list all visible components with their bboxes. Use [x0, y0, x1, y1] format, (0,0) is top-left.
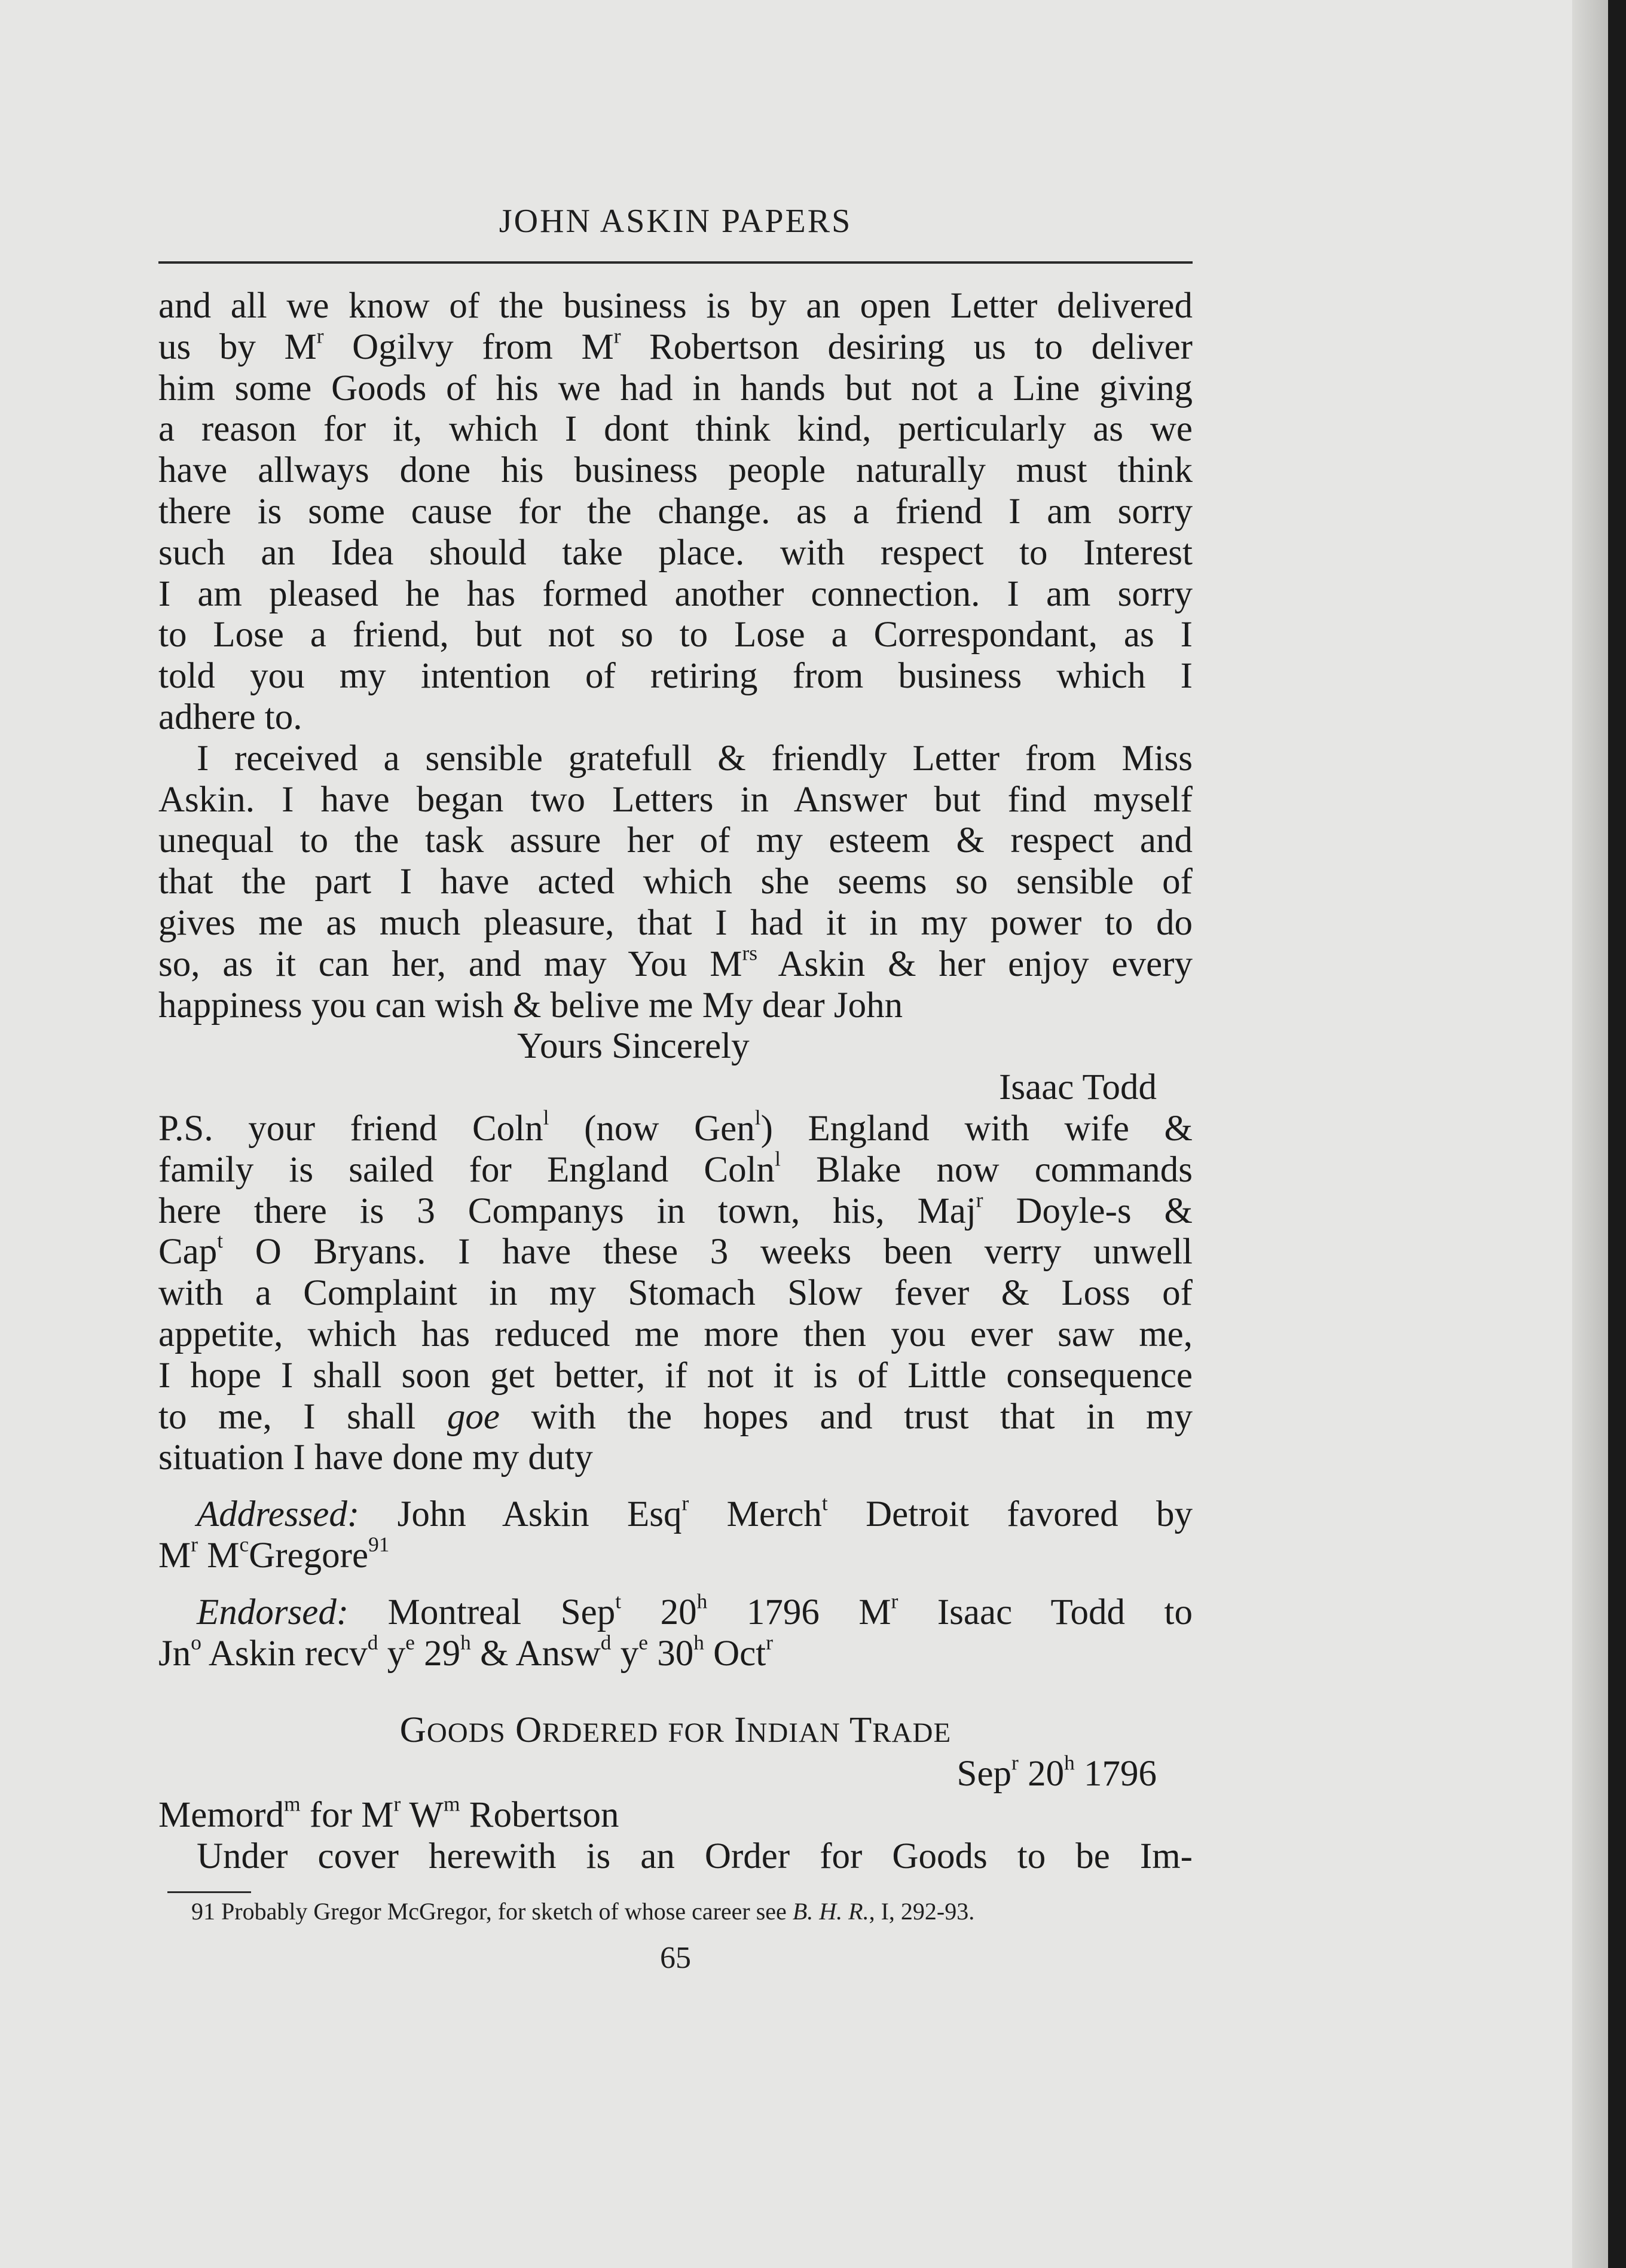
text-line: Askin. I have began two Letters in Answer but find myself — [158, 779, 1193, 820]
letter-paragraph-2 — [158, 738, 1193, 1027]
text-line: Memord$^m$ for $M^r$ $W^m$ Robertson — [158, 1791, 619, 1835]
page-edge-shadow — [1572, 0, 1608, 2268]
text-line: a reason for it, which I dont think kind, perticularly as we — [158, 409, 1193, 450]
footnote: 91 Probably Gregor McGregor, for sketch of whose career see B. H. R., I, 292-93. — [191, 1898, 975, 1925]
header-rule — [158, 261, 1193, 264]
text-line: I am pleased he has formed another connection. I am sorry — [158, 573, 1193, 614]
endorsed-note — [158, 1589, 1193, 1675]
text-line: gives me as much pleasure, that I had it in my power to do — [158, 902, 1193, 943]
text-line: I received a sensible gratefull & friendly Letter from Miss — [197, 738, 1193, 779]
footnote-rule — [167, 1891, 251, 1893]
text-line: with a Complaint in my Stomach Slow fever & Loss of — [158, 1273, 1193, 1314]
text-line: Jn$^o$ Askin recv$^d$ $y^e$ 29$^h$ & Answ$^d$ $y^e$ 30$^h$ Oct$^r$ — [158, 1629, 773, 1674]
section-heading: GOODS ORDERED FOR INDIAN TRADE — [399, 1710, 952, 1751]
text-line: Under cover herewith is an Order for Goods to be Im- — [197, 1836, 1193, 1876]
spacer — [158, 1674, 1193, 1710]
text-line: told you my intention of retiring from business which I — [158, 656, 1193, 697]
text-line: adhere to. — [158, 697, 302, 737]
text-line: situation I have done my duty — [158, 1437, 593, 1478]
text-line: family is sailed for England Coln$^l$ Blake now commands — [158, 1146, 1193, 1190]
section-date: Sep$^r$ 20$^h$ 1796 — [956, 1750, 1157, 1794]
letter-paragraph-1 — [158, 286, 1193, 738]
text-line: P.S. your friend Coln$^l$ (now Gen$^l$) England with wife & — [158, 1105, 1193, 1149]
text-line: to me, I shall goe with the hopes and trust that in my — [158, 1396, 1193, 1437]
text-line: Cap$^t$ O Bryans. I have these 3 weeks been verry unwell — [158, 1228, 1193, 1272]
text-line: here there is 3 Companys in town, his, Maj$^r$ Doyle-s & — [158, 1188, 1193, 1231]
text-line: unequal to the task assure her of my esteem & respect and — [158, 820, 1193, 861]
text-line: $M^r$ $M^cGregore^{91}$ — [158, 1532, 390, 1576]
text-line: there is some cause for the change. as a friend I am sorry — [158, 491, 1193, 532]
memorandum — [158, 1791, 1193, 1878]
text-line: such an Idea should take place. with respect to Interest — [158, 532, 1193, 573]
text-line: us by $M^r$ Ogilvy from $M^r$ Robertson desiring us to deliver — [158, 323, 1193, 367]
text-line: to Lose a friend, but not so to Lose a Correspondant, as I — [158, 615, 1193, 655]
postscript — [158, 1105, 1193, 1479]
page-number: 65 — [660, 1941, 691, 1975]
spacer — [158, 1479, 1193, 1494]
text-line: and all we know of the business is by an open Letter delivered — [158, 286, 1193, 326]
text-line: Endorsed: Montreal Sep$^t$ 20$^h$ 1796 $M^r$ Isaac Todd to — [197, 1589, 1193, 1632]
running-title: JOHN ASKIN PAPERS — [499, 203, 852, 240]
text-line: so, as it can her, and may You $M^{rs}$ Askin & her enjoy every — [158, 941, 1193, 984]
spacer — [158, 1577, 1193, 1592]
addressed-note — [158, 1491, 1193, 1577]
text-line: Addressed: John Askin Esq$^r$ Merch$^t$ Detroit favored by — [197, 1491, 1193, 1535]
letter-closing: Yours Sincerely — [517, 1026, 750, 1067]
text-line: have allways done his business people naturally must think — [158, 450, 1193, 491]
text-line: I hope I shall soon get better, if not it is of Little consequence — [158, 1355, 1193, 1396]
text-line: happiness you can wish & belive me My dear John — [158, 985, 903, 1025]
body-text — [158, 286, 1193, 1877]
text-line: that the part I have acted which she seems so sensible of — [158, 862, 1193, 902]
letter-signature: Isaac Todd — [999, 1067, 1157, 1108]
text-line: appetite, which has reduced me more then you ever saw me, — [158, 1314, 1193, 1354]
text-line: him some Goods of his we had in hands but not a Line giving — [158, 368, 1193, 408]
